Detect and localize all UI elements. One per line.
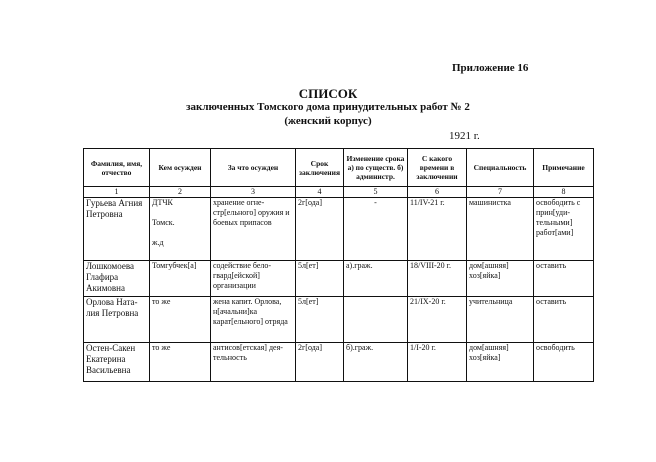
document-year: 1921 г. (449, 130, 480, 142)
cell-for-what: содействие бело-гвард[ейской] организации (211, 261, 296, 297)
column-number-row (84, 187, 594, 198)
col-header-name: Фамилия, имя, отчество (84, 149, 150, 187)
document-subtitle: заключенных Томского дома принудительных работ № 2 (186, 101, 470, 113)
col-header-since: С какого времени в заключении (408, 149, 467, 187)
document-corpus: (женский корпус) (284, 115, 372, 127)
table-row (84, 261, 594, 297)
cell-term: 2г[ода] (296, 198, 344, 261)
cell-specialty: дом[ашняя] хоз[яйка] (467, 343, 534, 382)
cell-specialty: учительница (467, 297, 534, 343)
by-whom-line: ж.д (152, 238, 164, 247)
cell-note: оставить (534, 261, 594, 297)
cell-since: 21/IX-20 г. (408, 297, 467, 343)
header-row (84, 149, 594, 187)
prisoner-table (83, 148, 594, 382)
column-number: 1 (84, 187, 150, 198)
cell-note: освободить с прин[уди-тельными] работ[ами] (534, 198, 594, 261)
column-number: 3 (211, 187, 296, 198)
cell-since: 1/I-20 г. (408, 343, 467, 382)
col-header-specialty: Специальность (467, 149, 534, 187)
col-header-for-what: За что осужден (211, 149, 296, 187)
column-number: 4 (296, 187, 344, 198)
cell-by-whom (150, 198, 211, 261)
col-header-by-whom: Кем осужден (150, 149, 211, 187)
table-row (84, 198, 594, 261)
cell-change: б).граж. (344, 343, 408, 382)
cell-name: Орлова Ната-лия Петровна (84, 297, 150, 343)
cell-specialty: дом[ашняя] хоз[яйка] (467, 261, 534, 297)
spacer (152, 228, 208, 238)
by-whom-line: Томск. (152, 218, 175, 227)
column-number: 2 (150, 187, 211, 198)
cell-for-what: антисов[етская] дея-тельность (211, 343, 296, 382)
table-row (84, 343, 594, 382)
document-title: СПИСОК (298, 86, 358, 101)
by-whom-line: ДТЧК (152, 198, 173, 207)
cell-name: Гурьева Агния Петровна (84, 198, 150, 261)
spacer (152, 208, 208, 218)
cell-change (344, 297, 408, 343)
cell-since: 11/IV-21 г. (408, 198, 467, 261)
col-header-change: Изменение срока а) по существ. б) администр. (344, 149, 408, 187)
column-number: 7 (467, 187, 534, 198)
cell-term: 5л[ет] (296, 297, 344, 343)
cell-term: 2г[ода] (296, 343, 344, 382)
cell-name: Остен-Сакен Екатерина Васильевна (84, 343, 150, 382)
column-number: 8 (534, 187, 594, 198)
cell-term: 5л[ет] (296, 261, 344, 297)
cell-for-what: хранение огне-стр[ельного] оружия и боевых припасов (211, 198, 296, 261)
cell-change: - (344, 198, 408, 261)
cell-by-whom: то же (150, 297, 211, 343)
cell-by-whom: то же (150, 343, 211, 382)
cell-note: освободить (534, 343, 594, 382)
cell-note: оставить (534, 297, 594, 343)
col-header-term: Срок заключения (296, 149, 344, 187)
cell-for-what: жена капит. Орлова, н[ачальни]ка карат[ельного] отряда (211, 297, 296, 343)
table-row (84, 297, 594, 343)
appendix-label: Приложение 16 (452, 62, 529, 74)
column-number: 6 (408, 187, 467, 198)
cell-name: Лошкомоева Глафира Акимовна (84, 261, 150, 297)
cell-by-whom: Томгубчек[а] (150, 261, 211, 297)
cell-change: а).граж. (344, 261, 408, 297)
cell-since: 18/VIII-20 г. (408, 261, 467, 297)
col-header-note: Примечание (534, 149, 594, 187)
column-number: 5 (344, 187, 408, 198)
cell-specialty: машинистка (467, 198, 534, 261)
